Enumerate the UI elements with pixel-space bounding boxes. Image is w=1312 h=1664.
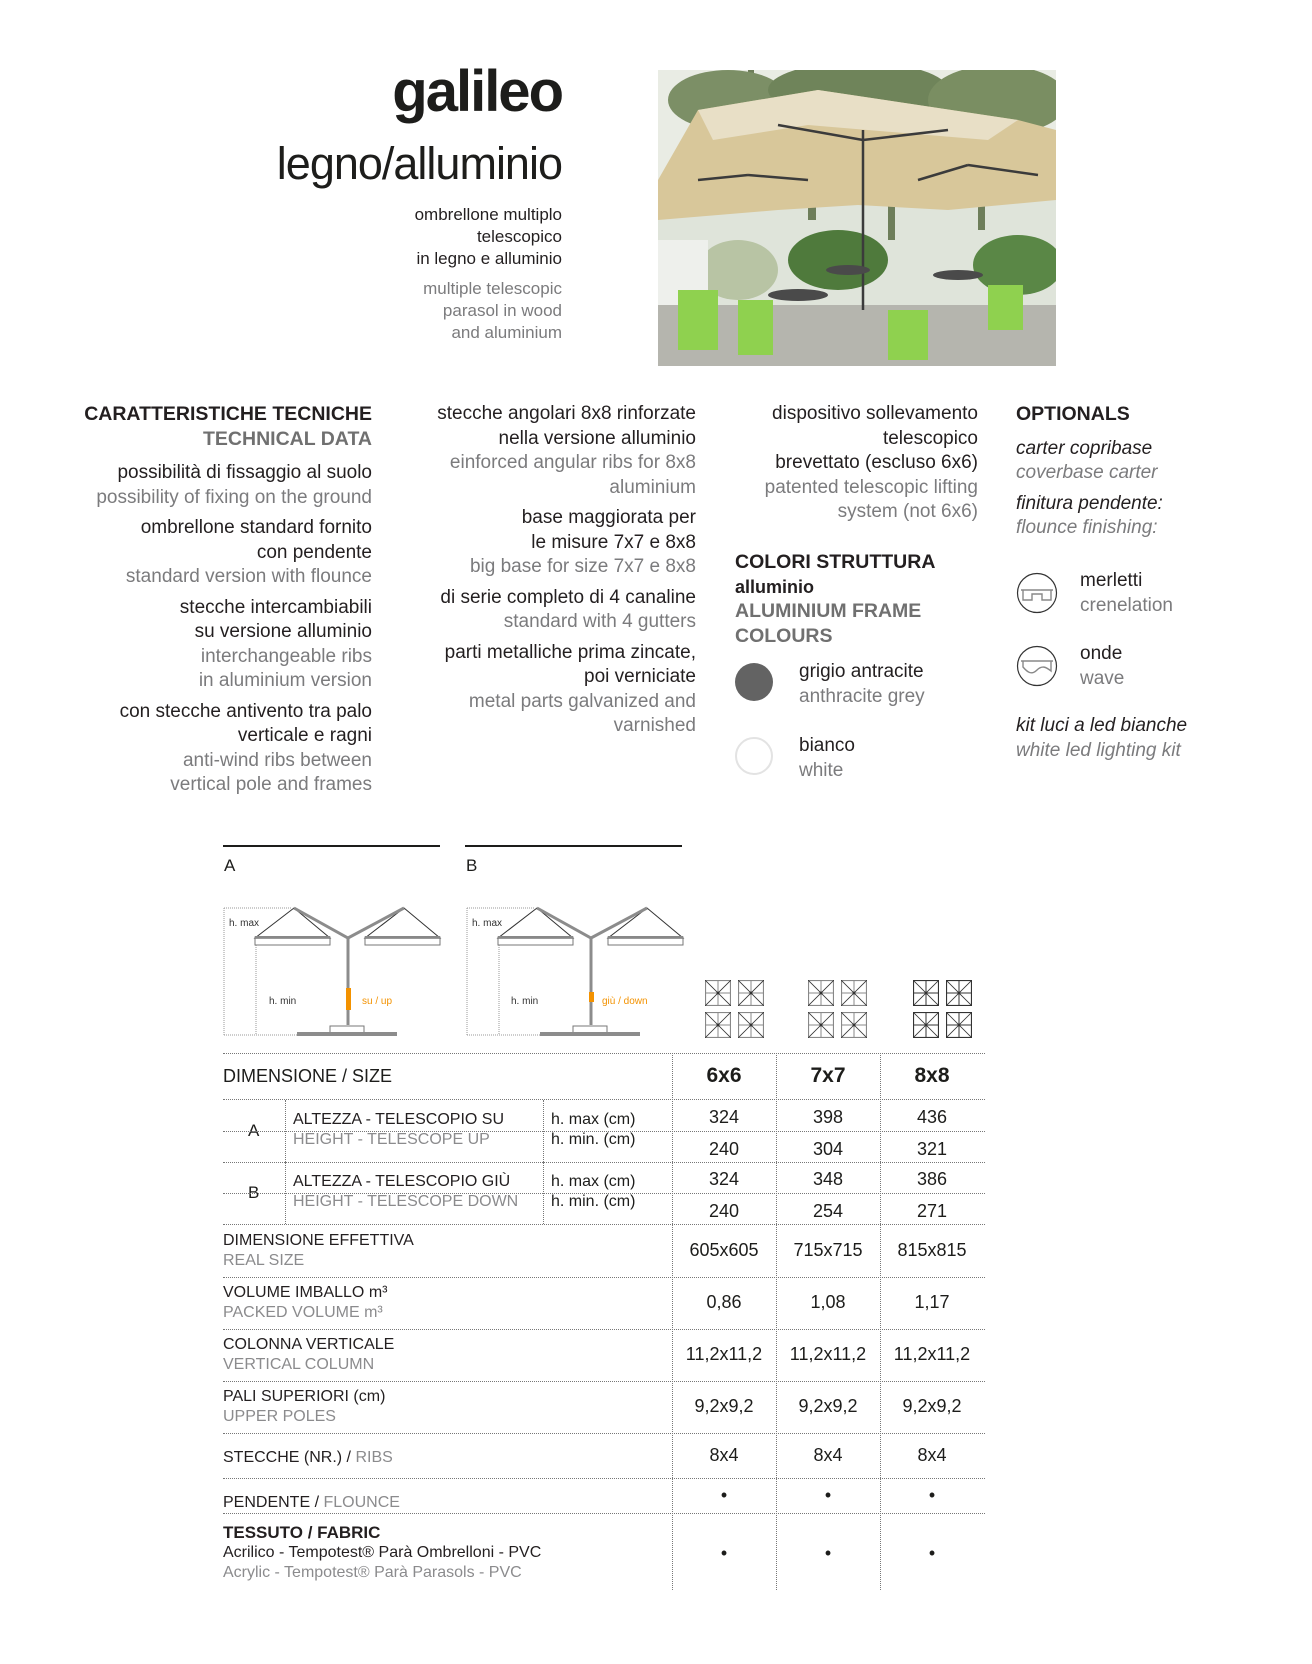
- feature-en: system (not 6x6): [837, 501, 978, 522]
- row-divider: [223, 1224, 985, 1225]
- tech-column-1: [40, 402, 372, 804]
- colours-heading-en: COLOURS: [735, 624, 833, 647]
- spec-row-label: [223, 1493, 400, 1513]
- label-it: DIMENSIONE EFFETTIVA: [223, 1232, 414, 1249]
- feature-en: standard with 4 gutters: [503, 611, 696, 632]
- feature-it: di serie completo di 4 canaline: [440, 586, 696, 608]
- height-row-letter: A: [248, 1121, 260, 1140]
- spec-value: 8x4: [709, 1444, 739, 1465]
- label-en: FLOUNCE: [323, 1494, 400, 1511]
- height-max-value: 324: [708, 1107, 740, 1127]
- spec-row-label: [223, 1448, 393, 1468]
- label-it: ALTEZZA - TELESCOPIO GIÙ: [293, 1173, 511, 1190]
- row-divider: [223, 1053, 985, 1054]
- feature-en: aluminium: [609, 476, 696, 498]
- optional-led: [1016, 714, 1306, 763]
- feature-it: poi verniciate: [584, 666, 696, 687]
- fabric-value: •: [824, 1543, 832, 1563]
- spec-value: 11,2x11,2: [893, 1344, 971, 1364]
- row-divider: [223, 1433, 985, 1434]
- height-min-value: 304: [812, 1139, 844, 1159]
- height-min-value: 240: [708, 1201, 740, 1221]
- height-row-label: [293, 1110, 504, 1150]
- unit-max: h. max (cm): [551, 1173, 636, 1190]
- diagram-b-note: giù / down: [602, 996, 648, 1007]
- spec-value: •: [928, 1484, 936, 1505]
- grid-icon-7x7: [808, 980, 867, 1038]
- feature-it: con stecche antivento tra palo: [119, 700, 372, 722]
- feature-en: possibility of fixing on the ground: [96, 486, 372, 508]
- feature-it: su versione alluminio: [194, 621, 372, 642]
- feature-it: stecche angolari 8x8 rinforzate: [437, 403, 696, 424]
- optional-led-en: white led lighting kit: [1016, 739, 1181, 761]
- unit-max: h. max (cm): [551, 1111, 636, 1128]
- label-en: REAL SIZE: [223, 1252, 305, 1269]
- row-divider: [223, 1162, 985, 1163]
- desc-line: multiple telescopic: [423, 279, 562, 298]
- height-max-value: 324: [708, 1169, 740, 1189]
- label-it: STECCHE (NR.) /: [223, 1449, 356, 1466]
- colour-name-it: grigio antracite: [799, 661, 924, 682]
- desc-line: ombrellone multiplo: [414, 205, 562, 224]
- colour-option-white: [799, 734, 855, 783]
- row-divider: [223, 1099, 985, 1100]
- diagram-b-hmin: h. min: [511, 996, 539, 1007]
- wave-icon: [1016, 645, 1058, 692]
- height-min-value: 240: [708, 1139, 740, 1159]
- product-subtitle: legno/alluminio: [276, 138, 562, 189]
- label-en: HEIGHT - TELESCOPE DOWN: [293, 1193, 519, 1210]
- frame-colours: [735, 550, 995, 648]
- size-header-label: DIMENSIONE / SIZE: [223, 1066, 393, 1086]
- feature-en: vertical pole and frames: [170, 774, 372, 795]
- feature-it: verticale e ragni: [237, 725, 372, 746]
- column-divider: [543, 1162, 544, 1224]
- colour-name-it: bianco: [799, 735, 855, 756]
- finish-crenelation: [1080, 569, 1173, 618]
- spec-value: 815x815: [897, 1240, 967, 1260]
- description-it: [300, 204, 562, 270]
- spec-value: 1,17: [914, 1292, 950, 1312]
- spec-row-label: [223, 1335, 394, 1375]
- optionals-heading: OPTIONALS: [1016, 403, 1130, 425]
- spec-value: 11,2x11,2: [789, 1344, 867, 1364]
- desc-line: parasol in wood: [442, 301, 562, 320]
- column-divider: [776, 1053, 777, 1590]
- optional-finish-it: finitura pendente:: [1016, 492, 1163, 514]
- feature-it: stecche intercambiabili: [179, 596, 372, 618]
- fabric-value: •: [720, 1543, 728, 1563]
- tech-column-3: [720, 402, 978, 531]
- feature-it: possibilità di fissaggio al suolo: [117, 462, 372, 483]
- diagram-a-label: A: [224, 856, 236, 875]
- feature-en: metal parts galvanized and: [468, 690, 696, 712]
- column-divider: [672, 1053, 673, 1590]
- optional-finish-en: flounce finishing:: [1016, 517, 1158, 538]
- spec-row-label: [223, 1283, 387, 1323]
- white-swatch: [735, 737, 773, 775]
- feature-it: ombrellone standard fornito: [140, 517, 372, 538]
- desc-line: in legno e alluminio: [416, 249, 562, 268]
- spec-value: 715x715: [793, 1240, 863, 1260]
- feature-it: brevettato (escluso 6x6): [775, 452, 978, 473]
- label-en: RIBS: [355, 1449, 393, 1466]
- spec-value: 11,2x11,2: [685, 1344, 763, 1364]
- label-it: VOLUME IMBALLO m³: [223, 1284, 388, 1301]
- desc-line: telescopico: [476, 227, 562, 246]
- height-max-value: 398: [812, 1107, 844, 1127]
- label-en: UPPER POLES: [223, 1408, 336, 1425]
- fabric-heading: TESSUTO / FABRIC: [223, 1523, 381, 1542]
- height-max-value: 386: [916, 1169, 948, 1189]
- finish-name-en: wave: [1080, 667, 1125, 689]
- colours-heading-it: COLORI STRUTTURA: [735, 551, 936, 573]
- spec-value: 8x4: [917, 1444, 947, 1465]
- desc-line: and aluminium: [451, 323, 562, 342]
- colours-heading-it-sub: alluminio: [735, 576, 815, 597]
- height-units: [551, 1172, 635, 1212]
- feature-en: in aluminium version: [198, 670, 372, 691]
- label-en: VERTICAL COLUMN: [223, 1356, 375, 1373]
- spec-value: 605x605: [689, 1240, 759, 1260]
- height-units: [551, 1110, 635, 1150]
- anthracite-swatch: [735, 663, 773, 701]
- fabric-value: •: [928, 1543, 936, 1563]
- feature-en: anti-wind ribs between: [182, 749, 372, 771]
- optionals: [1016, 402, 1306, 541]
- feature-it: parti metalliche prima zincate,: [444, 641, 696, 663]
- label-it: PENDENTE /: [223, 1494, 324, 1511]
- colour-option-anthracite: [799, 660, 925, 709]
- crenelation-icon: [1016, 572, 1058, 619]
- height-min-value: 254: [812, 1201, 844, 1221]
- label-it: COLONNA VERTICALE: [223, 1336, 395, 1353]
- spec-value: •: [824, 1484, 832, 1505]
- size-header-8x8: 8x8: [914, 1064, 950, 1087]
- grid-icon-8x8: [913, 980, 972, 1038]
- finish-wave: [1080, 642, 1124, 691]
- column-divider: [880, 1053, 881, 1590]
- spec-value: 9,2x9,2: [694, 1396, 754, 1416]
- spec-value: 1,08: [810, 1292, 846, 1312]
- diagram-b-label: B: [466, 856, 478, 875]
- optional-carter-en: coverbase carter: [1016, 462, 1158, 483]
- height-min-value: 321: [916, 1139, 948, 1159]
- spec-row-label: [223, 1231, 414, 1271]
- label-en: HEIGHT - TELESCOPE UP: [293, 1131, 490, 1148]
- height-row-label: [293, 1172, 518, 1212]
- feature-it: base maggiorata per: [521, 507, 696, 528]
- height-max-value: 348: [812, 1169, 844, 1189]
- label-en: PACKED VOLUME m³: [223, 1304, 383, 1321]
- column-divider: [285, 1100, 286, 1162]
- feature-it: nella versione alluminio: [498, 427, 696, 449]
- height-row-letter: B: [248, 1183, 260, 1202]
- height-min-value: 271: [916, 1201, 948, 1221]
- parasol-photo-illustration: [658, 70, 1056, 366]
- diagram-a-hmax: h. max: [229, 918, 260, 929]
- diagram-a-rule: [223, 845, 440, 847]
- row-divider: [223, 1381, 985, 1382]
- height-max-value: 436: [916, 1107, 948, 1127]
- fabric-label: [223, 1523, 541, 1583]
- finish-name-it: onde: [1080, 643, 1123, 664]
- optional-carter-it: carter copribase: [1016, 437, 1153, 459]
- diagram-a-hmin: h. min: [269, 996, 297, 1007]
- row-divider: [223, 1513, 985, 1514]
- diagram-b-hmax: h. max: [472, 918, 503, 929]
- feature-it: telescopico: [882, 427, 978, 449]
- diagram-a-note: su / up: [362, 996, 393, 1007]
- size-header-7x7: 7x7: [810, 1064, 846, 1087]
- tech-heading-it: CARATTERISTICHE TECNICHE: [84, 403, 372, 425]
- feature-en: standard version with flounce: [125, 566, 372, 587]
- grid-icon-6x6: [705, 980, 764, 1038]
- size-header-6x6: 6x6: [706, 1064, 742, 1087]
- fabric-en: Acrylic - Tempotest® Parà Parasols - PVC: [223, 1564, 522, 1581]
- unit-min: h. min. (cm): [551, 1131, 636, 1148]
- unit-min: h. min. (cm): [551, 1193, 636, 1210]
- row-divider: [223, 1478, 985, 1479]
- feature-it: con pendente: [256, 541, 372, 563]
- finish-name-it: merletti: [1080, 570, 1143, 591]
- tech-column-2: [390, 402, 696, 745]
- spec-value: 9,2x9,2: [798, 1396, 858, 1416]
- row-divider: [223, 1277, 985, 1278]
- feature-en: einforced angular ribs for 8x8: [449, 452, 696, 473]
- row-divider: [223, 1193, 985, 1194]
- feature-en: patented telescopic lifting: [764, 476, 978, 498]
- description-en: [300, 278, 562, 344]
- spec-value: 8x4: [813, 1444, 843, 1465]
- colours-heading-en: ALUMINIUM FRAME: [735, 600, 922, 622]
- feature-en: interchangeable ribs: [200, 645, 372, 667]
- row-divider: [223, 1131, 985, 1132]
- optional-led-it: kit luci a led bianche: [1016, 715, 1188, 736]
- label-it: ALTEZZA - TELESCOPIO SU: [293, 1111, 505, 1128]
- feature-en: varnished: [613, 715, 696, 736]
- diagram-b-rule: [465, 845, 682, 847]
- spec-value: 9,2x9,2: [902, 1396, 962, 1416]
- fabric-it: Acrilico - Tempotest® Parà Ombrelloni - PVC: [223, 1544, 542, 1561]
- feature-it: dispositivo sollevamento: [772, 403, 978, 424]
- spec-value: •: [720, 1484, 728, 1505]
- feature-it: le misure 7x7 e 8x8: [531, 531, 696, 553]
- spec-value: 0,86: [706, 1292, 742, 1312]
- feature-en: big base for size 7x7 e 8x8: [469, 556, 696, 577]
- colour-name-en: white: [799, 759, 844, 781]
- finish-name-en: crenelation: [1080, 594, 1173, 616]
- row-divider: [223, 1329, 985, 1330]
- colour-name-en: anthracite grey: [799, 685, 925, 707]
- product-title: galileo: [392, 59, 562, 124]
- spec-row-label: [223, 1387, 385, 1427]
- column-divider: [543, 1100, 544, 1162]
- product-photo: [658, 70, 1056, 366]
- label-it: PALI SUPERIORI (cm): [223, 1388, 386, 1405]
- column-divider: [285, 1162, 286, 1224]
- tech-heading-en: TECHNICAL DATA: [203, 427, 372, 450]
